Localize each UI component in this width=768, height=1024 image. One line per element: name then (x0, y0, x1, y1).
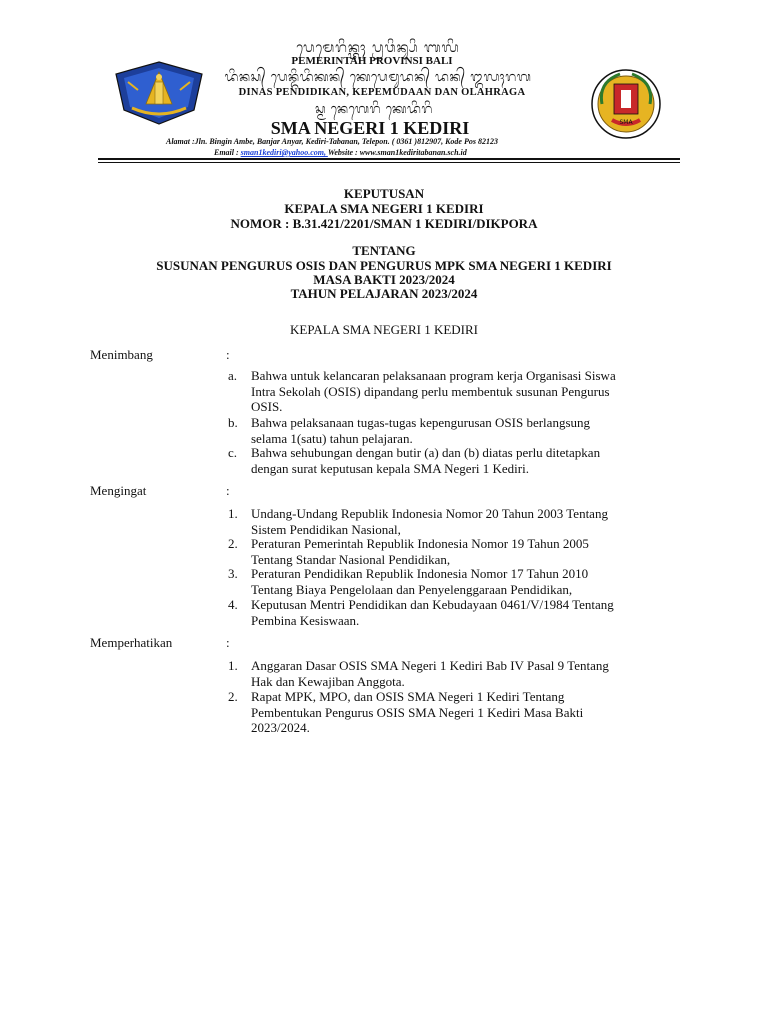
list-marker: b. (228, 415, 238, 430)
list-marker: 3. (228, 566, 238, 581)
decree-subject: SUSUNAN PENGURUS OSIS DAN PENGURUS MPK SMA NEGERI 1 KEDIRI (156, 258, 612, 273)
province-name: PEMERINTAH PROVINSI BALI (291, 55, 453, 67)
website-url: www.sman1kediritabanan.sch.id (359, 148, 467, 157)
decree-title: KEPUTUSAN (343, 186, 425, 201)
list-item-text: Undang-Undang Republik Indonesia Nomor 20 Tahun 2003 Tentang Sistem Pendidikan Nasional, (251, 506, 608, 537)
list-item-text: Bahwa sehubungan dengan butir (a) dan (b) diatas perlu ditetapkan dengan surat keputusan kepala SMA Negeri 1 Kediri. (251, 445, 601, 476)
section-colon: : (226, 483, 230, 498)
list-marker: c. (228, 445, 238, 460)
svg-text:SMA: SMA (619, 119, 633, 126)
service-period: MASA BAKTI 2023/2024 (313, 272, 455, 287)
list-item-text: Bahwa untuk kelancaran pelaksanaan program kerja Organisasi Siswa Intra Sekolah (OSIS) dipandang perlu membentuk susunan Pengurus OSIS. (251, 368, 616, 414)
section-label-mengingat: Mengingat (90, 483, 147, 498)
list-marker: 2. (228, 689, 238, 704)
section-colon: : (226, 635, 230, 650)
list-item-text: Rapat MPK, MPO, dan OSIS SMA Negeri 1 Kediri Tentang Pembentukan Pengurus OSIS SMA Negeri 1 Kediri Masa Bakti 2023/2024. (251, 689, 584, 735)
list-marker: 1. (228, 658, 238, 673)
section-label-menimbang: Menimbang (90, 347, 153, 362)
website-label: Website : (327, 148, 360, 157)
agency-name: DINAS PENDIDIKAN, KEPEMUDAAN DAN OLAHRAGA (238, 87, 526, 98)
section-label-memperhatikan: Memperhatikan (90, 635, 173, 650)
list-item-text: Bahwa pelaksanaan tugas-tugas kepengurusan OSIS berlangsung selama 1(satu) tahun pelajaran. (251, 415, 590, 446)
list-marker: 2. (228, 536, 238, 551)
about-heading: TENTANG (352, 243, 416, 258)
list-marker: a. (228, 368, 238, 383)
issuer-heading: KEPALA SMA NEGERI 1 KEDIRI (289, 322, 479, 337)
list-item-text: Anggaran Dasar OSIS SMA Negeri 1 Kediri Bab IV Pasal 9 Tentang Hak dan Kewajiban Anggota. (251, 658, 609, 689)
school-address: Alamat :Jln. Bingin Ambe, Banjar Anyar, Kediri-Tabanan, Telepon. ( 0361 )812907, Kode Pos 82123 (166, 137, 498, 146)
list-item-text: Peraturan Pemerintah Republik Indonesia Nomor 19 Tahun 2005 Tentang Standar Nasional Pendidikan, (251, 536, 589, 567)
contact-line (214, 148, 467, 157)
list-marker: 4. (228, 597, 238, 612)
list-item-text: Keputusan Mentri Pendidikan dan Kebudayaan 0461/V/1984 Tentang Pembina Kesiswaan. (251, 597, 614, 628)
balinese-script-line-2: ᬤᬶᬦᬲ᭄ ᬧᬾᬦ᭄ᬤᬶᬤᬶᬓᬦ᭄ ᬓᬾᬧᬾᬫᬸᬤᬦ᭄ ᬤᬦ᭄ ᬑᬮᬄᬭᬕ (224, 70, 532, 85)
email-label: Email : (214, 148, 241, 157)
letterhead-divider (98, 158, 680, 160)
academic-year: TAHUN PELAJARAN 2023/2024 (290, 286, 478, 301)
decree-number: NOMOR : B.31.421/2201/SMAN 1 KEDIRI/DIKPORA (230, 216, 538, 231)
list-marker: 1. (228, 506, 238, 521)
school-emblem-icon (590, 64, 662, 144)
balinese-script-line-1: ᬧᬾᬫᬾᬭᬶᬦ᭄ᬢᬄ ᬧ᭄ᬭᬯᬶᬦ᭄ᬲᬶ ᬩᬮᬶ (296, 40, 460, 56)
email-link[interactable]: sman1kediri@yahoo.com, (240, 148, 328, 157)
letterhead-divider-thin (98, 162, 680, 163)
school-name: SMA NEGERI 1 KEDIRI (270, 118, 470, 138)
list-item-text: Peraturan Pendidikan Republik Indonesia Nomor 17 Tahun 2010 Tentang Biaya Pengelolaan dan Penyelenggaraan Pendidikan, (251, 566, 589, 597)
section-colon: : (226, 347, 230, 362)
decree-issuer: KEPALA SMA NEGERI 1 KEDIRI (284, 201, 484, 216)
balinese-script-line-3: ᬲ᭄ᬫ ᬦᬾᬕᬾᬭᬶ ᬓᬾᬤᬶᬭᬶ (315, 102, 433, 117)
